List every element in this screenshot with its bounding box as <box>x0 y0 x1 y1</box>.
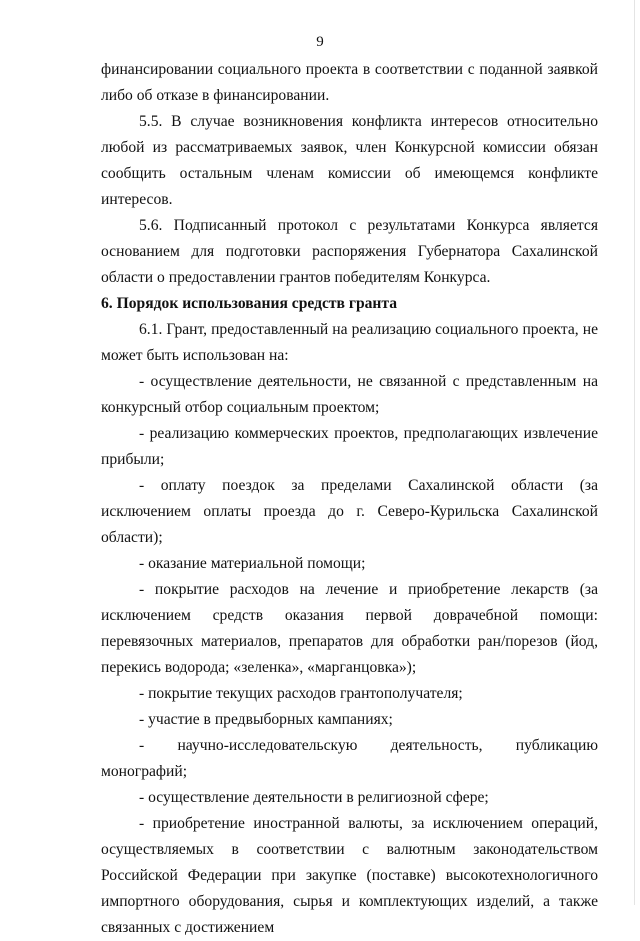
page-number: 9 <box>316 34 324 50</box>
list-item: - осуществление деятельности в религиозной сфере; <box>139 789 489 806</box>
paragraph-continuation: финансировании социального проекта в соответствии с поданной заявкой либо об отказе в финансировании. <box>101 61 598 104</box>
list-item: - научно-исследовательскую деятельность, публикацию монографий; <box>101 737 598 780</box>
list-item: - реализацию коммерческих проектов, предполагающих извлечение прибыли; <box>101 425 598 468</box>
list-item: - осуществление деятельности, не связанной с представленным на конкурсный отбор социальным проектом; <box>101 373 598 416</box>
list-item: - приобретение иностранной валюты, за исключением операций, осуществляемых в соответствии с валютным законодательством Российской Федерации при закупке (поставке) высокотехнологичного импортного оборудования, сырья и комплектующих изделий, а также связанных с достижением <box>101 815 598 936</box>
paragraph-6-1: 6.1. Грант, предоставленный на реализацию социального проекта, не может быть использован на: <box>101 321 598 364</box>
paragraph-5-5: 5.5. В случае возникновения конфликта интересов относительно любой из рассматриваемых заявок, член Конкурсной комиссии обязан сообщить остальным членам комиссии об имеющемся конфликте интересов. <box>101 113 598 208</box>
list-item: - покрытие текущих расходов грантополучателя; <box>139 685 463 702</box>
document-body <box>101 57 598 941</box>
list-item: - оказание материальной помощи; <box>139 555 366 572</box>
list-item: - участие в предвыборных кампаниях; <box>139 711 393 728</box>
list-item: - оплату поездок за пределами Сахалинской области (за исключением оплаты проезда до г. Северо-Курильска Сахалинской области); <box>101 477 598 546</box>
list-item: - покрытие расходов на лечение и приобретение лекарств (за исключением средств оказания первой доврачебной помощи: перевязочных материалов, препаратов для обработки ран/порезов (йод, перекись водорода; «зеленка», «марганцовка»); <box>101 581 598 676</box>
paragraph-5-6: 5.6. Подписанный протокол с результатами Конкурса является основанием для подготовки распоряжения Губернатора Сахалинской области о предоставлении грантов победителям Конкурса. <box>101 217 598 286</box>
scan-edge-line <box>634 0 635 905</box>
section-heading-6: 6. Порядок использования средств гранта <box>101 295 398 312</box>
